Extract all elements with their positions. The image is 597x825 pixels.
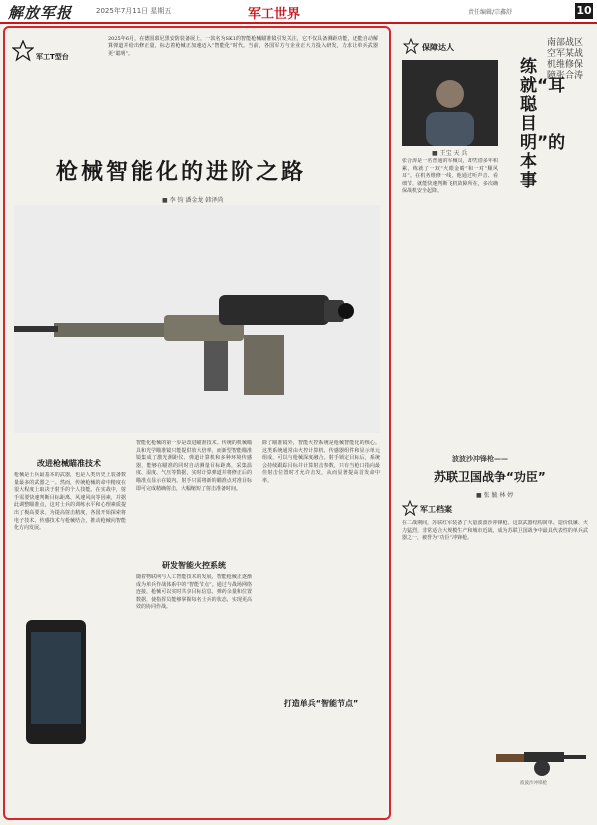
subhead-smart-node: 打造单兵“智能节点”	[283, 699, 359, 708]
section-title: 军工世界	[248, 7, 301, 22]
device-screen	[31, 632, 81, 724]
star-icon	[403, 38, 419, 54]
body-column-3: 除了瞄准镜外，智能火控系统是枪械智能化的核心。这类系统通常由火控计算机、传感器组件和显示单元组成，可以与枪械深度融合。射手锁定目标后，系统会持续跟踪目标并计算射击参数，只有当枪口指向最佳射击位置时才允许击发，从而显著提高首发命中率。	[262, 440, 380, 484]
article-title: 枪械智能化的进阶之路	[56, 160, 307, 185]
history-byline: ■ 张 毓 林 婷	[476, 492, 514, 499]
history-kicker: 波波沙冲锋枪——	[452, 455, 508, 463]
ppsh-gun-illustration	[494, 738, 588, 778]
history-body: 在二战期间，苏联红军装备了大量波波沙冲锋枪。这款武器结构简单、造价低廉、火力猛烈，非常适合大规模生产和城市近战，成为苏联卫国战争中最具代表性的单兵武器之一，被誉为“功臣”冲锋枪。	[402, 520, 588, 542]
profile-title: 练就“耳聪目明”的本事	[520, 57, 566, 191]
profile-column-label: 保障达人	[422, 43, 454, 52]
page-number: 10	[576, 4, 592, 17]
smart-device-photo	[26, 620, 86, 744]
column-label: 军工T型台	[36, 53, 69, 61]
portrait-illustration	[402, 60, 498, 146]
column-badge	[12, 38, 102, 64]
body-column-2: 智能化枪械的第一步是改进瞄准技术。传统的机械瞄具和光学瞄准镜只能提供放大倍率，而新型智能瞄准镜集成了激光测距仪、弹道计算机和多种环境传感器，能够在瞄准的同时自动测量目标距离，采集温度、湿度、气压等数据，实时计算弹道并将修正后的瞄准点显示在镜内。射手只需将新的瞄准点对准目标即可完成精确射击，大幅缩短了射击准备时间。	[136, 440, 252, 492]
editor-credit: 责任编辑/宗鑫舒	[468, 9, 513, 16]
subhead-fire-control: 研发智能火控系统	[162, 561, 226, 570]
profile-byline: ■ 王宝 天 兵	[432, 150, 468, 157]
gun-caption: 波波沙冲锋枪	[520, 781, 547, 786]
profile-body: 张合涛是一名普通的军械员，却凭借多年积累，练就了一双“火眼金睛”和一对“顺风耳”。在机务维修一线，他通过听声音、看细节，就能快速判断飞机故障所在，多次确保战机安全起降。	[402, 158, 498, 195]
newspaper-logo: 解放军报	[8, 4, 73, 22]
rifle-illustration	[14, 205, 380, 433]
body-column-4: 随着物联网与人工智能技术的发展，智能枪械正逐渐成为单兵作战体系中的“智能节点”。通过与战场网络连接，枪械可以实时共享目标信息、弹药余量和位置数据，使指挥员能够掌握每名士兵的状态，实现更高效的协同作战。	[136, 574, 252, 611]
page-header	[0, 0, 597, 24]
history-title: 苏联卫国战争“功臣”	[434, 470, 546, 484]
star-icon	[12, 40, 34, 62]
profile-subtitle: 南部战区空军某战机维修保障张合涛	[547, 38, 584, 81]
lede-paragraph: 2025年6月，在德国慕尼黑安防装备展上，一款名为SK1的智能枪械瞄准镜引发关注，它不仅具备测距功能，还能自动解算弹道并给出修正量，标志着枪械正加速迈入“智能化”时代。当前，各国军方与企业正大力投入研发，力求让单兵武器更“聪明”。	[108, 36, 378, 57]
subhead-aiming: 改进枪械瞄准技术	[37, 459, 101, 468]
rifle-photo	[14, 205, 380, 433]
history-column-label: 军工档案	[420, 505, 452, 514]
issue-date: 2025年7月11日 星期五	[96, 7, 172, 15]
body-column-1: 枪械是士兵最基本的武器，也是人类历史上装备数量最多的武器之一。然而，传统枪械的命中精度在很大程度上取决于射手的个人技能。在实战中，射手需要快速判断目标距离、风速风向等因素，并据此调整瞄准点，这对士兵的训练水平和心理素质提出了极高要求。为提高射击精度，各国开始探索将电子技术、传感技术与枪械结合，推动枪械向智能化方向发展。	[14, 472, 126, 532]
article-byline: ■ 李 钧 潘金龙 韩泽尚	[162, 197, 224, 204]
star-icon	[402, 500, 418, 516]
profile-portrait	[402, 60, 498, 146]
